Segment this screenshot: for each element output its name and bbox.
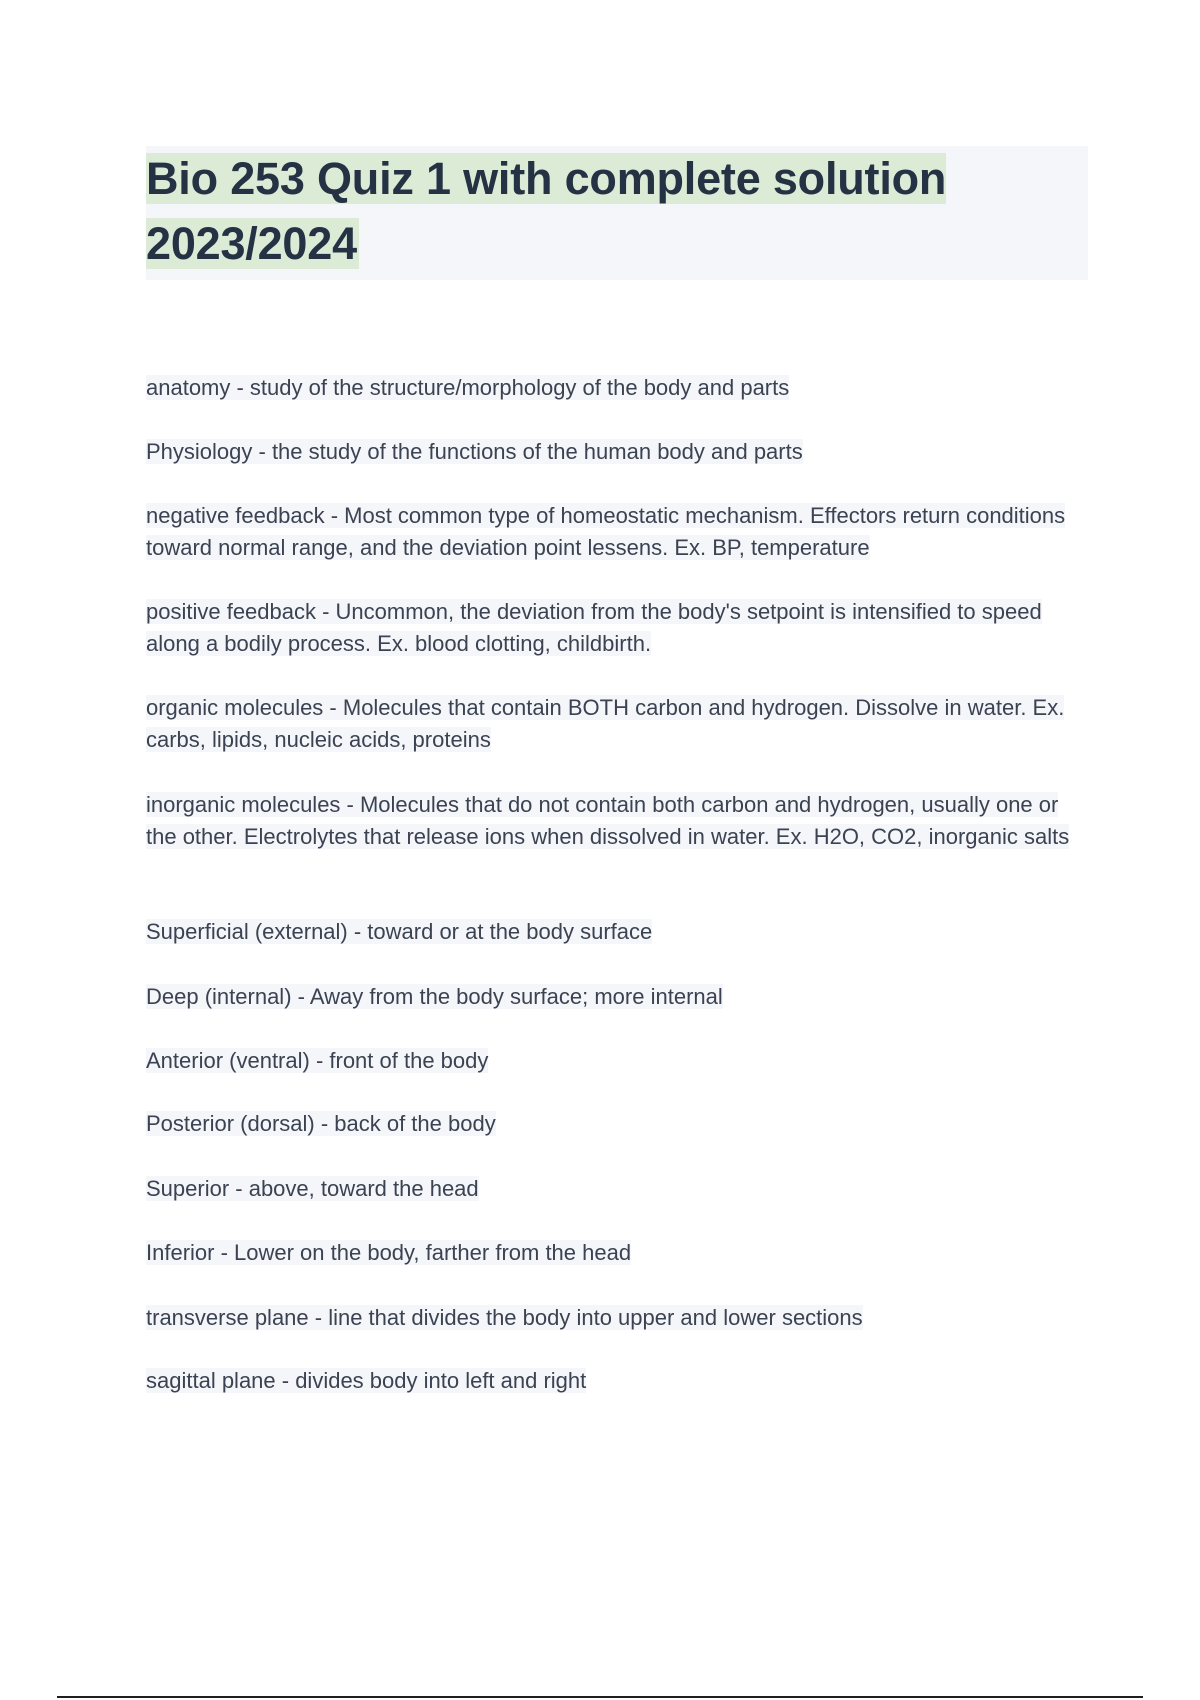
term-entry-anterior: Anterior (ventral) - front of the body xyxy=(146,1048,489,1073)
term-entry-superior: Superior - above, toward the head xyxy=(146,1176,479,1201)
term-entry-superficial: Superficial (external) - toward or at the body surface xyxy=(146,919,653,944)
term-entry-deep: Deep (internal) - Away from the body surface; more internal xyxy=(146,984,723,1009)
document-title xyxy=(146,146,1088,276)
document-title-text: Bio 253 Quiz 1 with complete solution 2023/2024 xyxy=(146,153,947,269)
term-entry-anatomy: anatomy - study of the structure/morphology of the body and parts xyxy=(146,375,790,400)
page-bottom-rule xyxy=(57,1696,1143,1698)
title-block xyxy=(146,146,1088,280)
term-entry-posterior: Posterior (dorsal) - back of the body xyxy=(146,1111,496,1136)
term-entry-transverse-plane: transverse plane - line that divides the body into upper and lower sections xyxy=(146,1305,863,1330)
term-entry-negative-feedback: negative feedback - Most common type of homeostatic mechanism. Effectors return conditions toward normal range, and the deviation point lessens. Ex. BP, temperature xyxy=(146,503,1066,560)
term-entry-positive-feedback: positive feedback - Uncommon, the deviation from the body's setpoint is intensified to speed along a bodily process. Ex. blood clotting, childbirth. xyxy=(146,599,1042,656)
term-entry-organic-molecules: organic molecules - Molecules that contain BOTH carbon and hydrogen. Dissolve in water. Ex. carbs, lipids, nucleic acids, proteins xyxy=(146,695,1065,752)
term-entry-inferior: Inferior - Lower on the body, farther from the head xyxy=(146,1240,632,1265)
term-entry-physiology: Physiology - the study of the functions of the human body and parts xyxy=(146,439,803,464)
term-entry-inorganic-molecules: inorganic molecules - Molecules that do not contain both carbon and hydrogen, usually one or the other. Electrolytes that release ions when dissolved in water. Ex. H2O, CO2, inorganic salts xyxy=(146,792,1070,849)
term-entry-sagittal-plane: sagittal plane - divides body into left and right xyxy=(146,1368,587,1393)
